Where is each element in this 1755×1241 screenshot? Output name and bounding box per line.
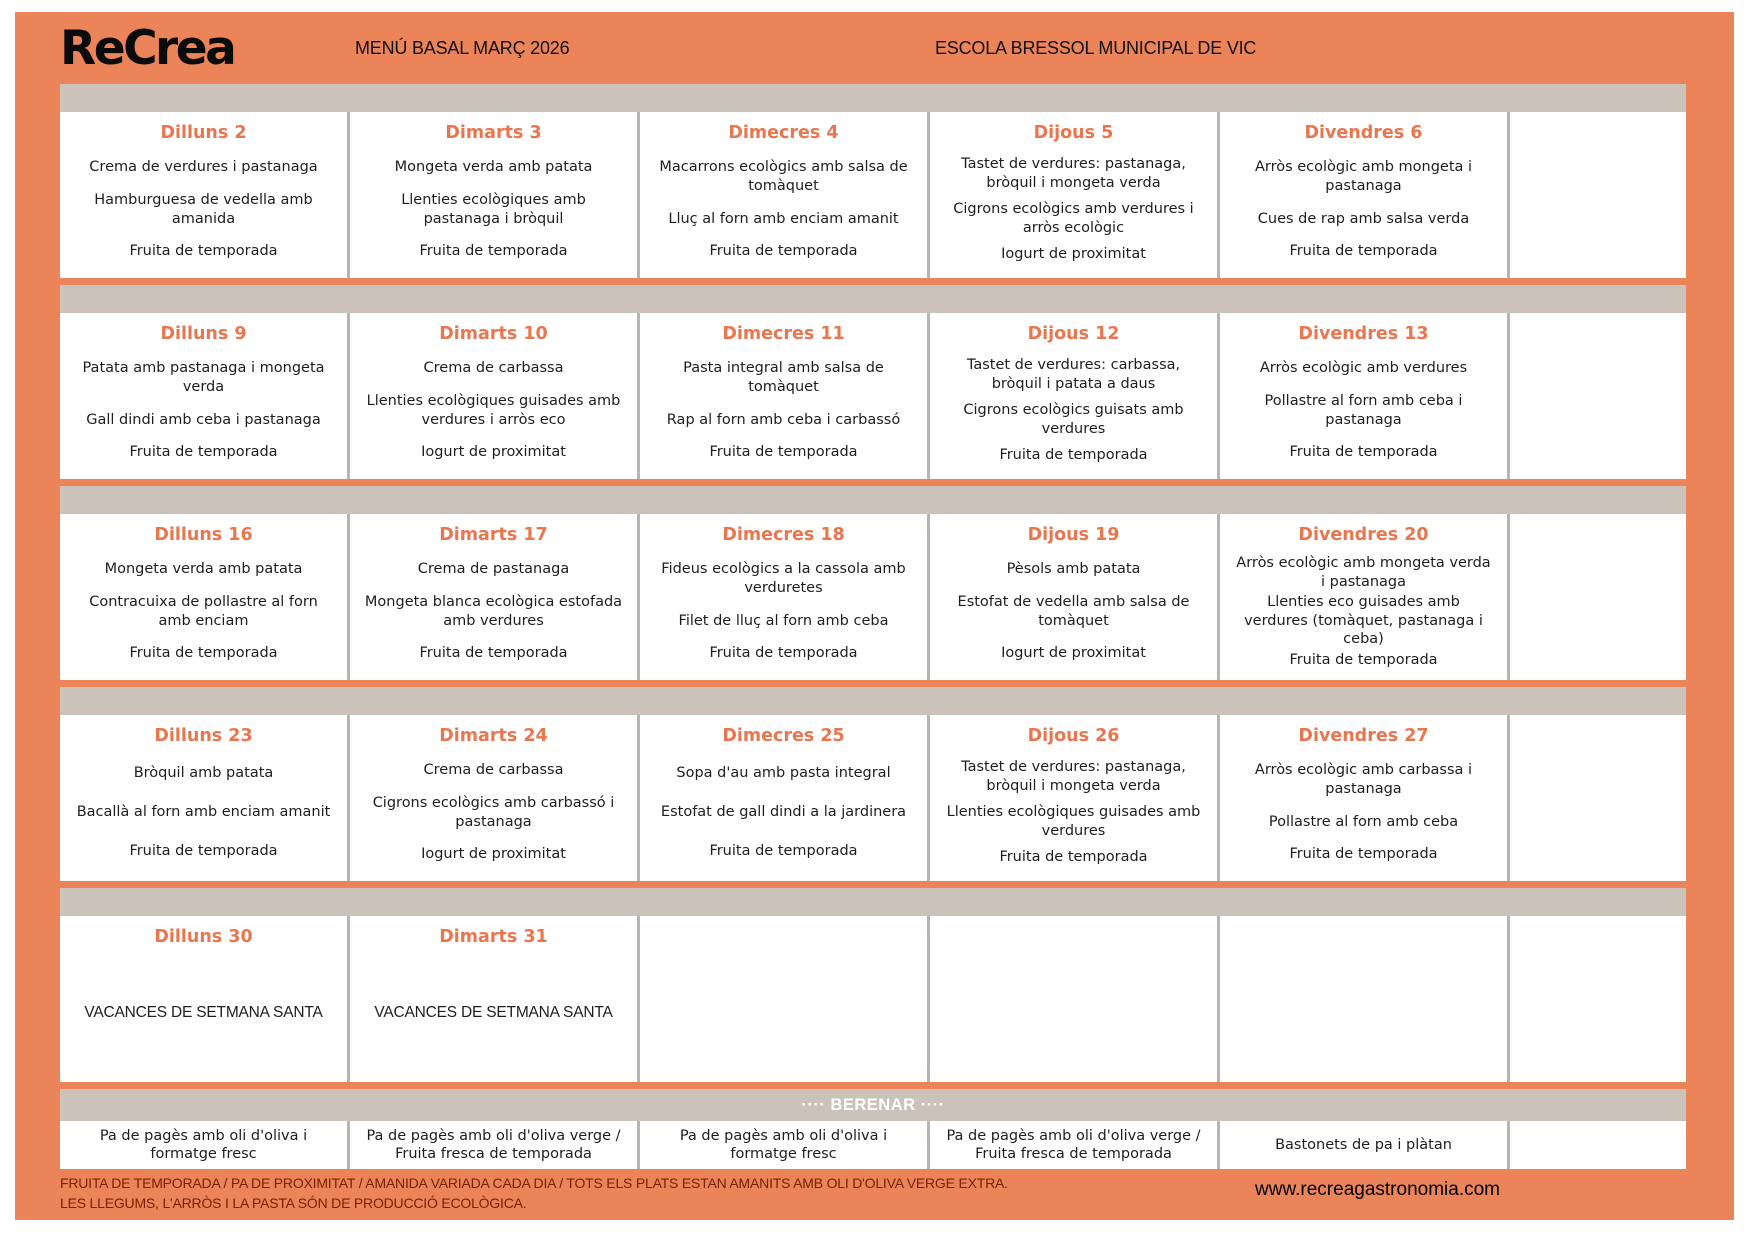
menu-item: Cigrons ecològics amb verdures i arròs ecològic [953,201,1194,236]
day-header: Dimecres 18 [722,525,845,545]
menu-item: Tastet de verdures: carbassa, bròquil i patata a daus [966,356,1181,392]
menu-cell-friday [1220,112,1510,278]
menu-item: Estofat de vedella amb salsa de tomàquet [957,593,1190,629]
menu-item: Fruita de temporada [419,243,568,260]
empty-cell [1510,313,1686,479]
day-header: Dijous 26 [1027,726,1120,746]
menu-item: Macarrons ecològics amb salsa de tomàquet [659,158,908,194]
menu-cell-tuesday [350,112,640,278]
berenar-cell-tuesday [350,1121,640,1169]
menu-item: Iogurt de proximitat [1001,645,1146,662]
menu-item: Pèsols amb patata [1006,560,1141,577]
week-row-5 [60,916,1686,1082]
menu-cell-wednesday [640,514,930,680]
berenar-cell-monday [60,1121,350,1169]
menu-item: Llenties eco guisades amb verdures (tomàquet, pastanaga i ceba) [1244,593,1483,648]
menu-title: MENÚ BASAL MARÇ 2026 [355,37,570,58]
menu-item: Tastet de verdures: pastanaga, bròquil i mongeta verda [961,155,1186,191]
berenar-cell-thursday [930,1121,1220,1169]
menu-cell-wednesday [640,112,930,278]
week-row-2 [60,313,1686,479]
week-row-4 [60,715,1686,881]
berenar-title: ···· BERENAR ···· [801,1095,945,1114]
day-header [640,916,927,953]
menu-cell-thursday [930,112,1220,278]
separator-band [60,285,1686,313]
menu-item: Cues de rap amb salsa verda [1257,210,1470,227]
berenar-cell-wednesday [640,1121,930,1169]
separator-band [60,84,1686,112]
day-header: Dimecres 25 [722,726,845,746]
menu-item: Cigrons ecològics amb carbassó i pastanaga [372,794,615,830]
empty-cell [1510,715,1686,881]
day-header: Divendres 20 [1298,525,1429,545]
empty-cell [1510,1121,1686,1169]
menu-item: Llenties ecològiques guisades amb verdures i arròs eco [366,392,621,428]
berenar-item: Pa de pagès amb oli d'oliva i formatge fresc [679,1127,888,1162]
menu-item: Estofat de gall dindi a la jardinera [660,804,907,821]
menu-cell-tuesday [350,313,640,479]
menu-item: Llenties ecològiques amb pastanaga i bròquil [401,191,586,227]
holiday-note: VACANCES DE SETMANA SANTA [84,1004,323,1022]
menu-panel [15,12,1734,1220]
menu-item: Iogurt de proximitat [421,846,566,863]
day-header: Dimarts 10 [439,324,548,344]
menu-item: Llenties ecològiques guisades amb verdures [946,804,1201,839]
menu-cell-friday [1220,313,1510,479]
menu-item: Fruita de temporada [129,444,278,461]
menu-item: Cigrons ecològics guisats amb verdures [963,402,1184,437]
separator-band [60,687,1686,715]
menu-cell-monday [60,313,350,479]
menu-item: Iogurt de proximitat [421,444,566,461]
footer-note-line2: LES LLEGUMS, L'ARRÒS I LA PASTA SÓN DE PRODUCCIÓ ECOLÒGICA. [60,1195,527,1211]
menu-item: Gall dindi amb ceba i pastanaga [86,411,321,428]
menu-item: Fruita de temporada [1289,444,1438,461]
menu-item: Iogurt de proximitat [1001,246,1146,263]
day-header: Divendres 6 [1304,123,1423,143]
day-header: Dilluns 2 [160,123,247,143]
recrea-logo: ReCrea [60,20,235,76]
menu-item: Pasta integral amb salsa de tomàquet [683,359,884,395]
menu-cell-tuesday [350,715,640,881]
menu-item: Fruita de temporada [709,843,858,860]
menu-cell-monday [60,916,350,1082]
day-header: Dimecres 4 [728,123,839,143]
menu-item: Fruita de temporada [709,645,858,662]
day-header: Dilluns 30 [154,927,253,947]
menu-cell-thursday [930,916,1220,1082]
menu-item: Fruita de temporada [709,243,858,260]
menu-item: Fideus ecològics a la cassola amb verduretes [661,560,906,596]
header [60,12,1686,84]
menu-cell-friday [1220,715,1510,881]
menu-item: Crema de carbassa [423,761,564,778]
school-name: ESCOLA BRESSOL MUNICIPAL DE VIC [935,37,1257,58]
menu-item: Arròs ecològic amb carbassa i pastanaga [1254,761,1473,797]
menu-item: Fruita de temporada [1289,846,1438,863]
day-header: Dimecres 11 [722,324,845,344]
menu-cell-thursday [930,715,1220,881]
menu-item: Sopa d'au amb pasta integral [676,765,891,782]
menu-item: Fruita de temporada [129,843,278,860]
menu-item: Bròquil amb patata [133,765,274,782]
website-link[interactable]: www.recreagastronomia.com [1255,1179,1500,1200]
day-header: Dilluns 23 [154,726,253,746]
day-header: Dijous 5 [1033,123,1114,143]
menu-item: Lluç al forn amb enciam amanit [668,210,899,227]
menu-item: Fruita de temporada [129,243,278,260]
day-header: Dimarts 17 [439,525,548,545]
menu-item: Tastet de verdures: pastanaga, bròquil i mongeta verda [961,758,1186,794]
menu-item: Filet de lluç al forn amb ceba [678,612,889,629]
empty-cell [1510,916,1686,1082]
empty-cell [1510,514,1686,680]
day-header: Dimarts 3 [445,123,542,143]
menu-cell-wednesday [640,916,930,1082]
week-row-3 [60,514,1686,680]
berenar-item: Bastonets de pa i plàtan [1275,1136,1452,1153]
menu-item: Fruita de temporada [1289,243,1438,260]
menu-item: Crema de carbassa [423,359,564,376]
menu-cell-wednesday [640,313,930,479]
footer-note-line1: FRUITA DE TEMPORADA / PA DE PROXIMITAT / AMANIDA VARIADA CADA DIA / TOTS ELS PLATS ESTAN AMANITS AMB OLI D'OLIVA VERGE EXTRA. [60,1175,1008,1191]
day-header: Dilluns 16 [154,525,253,545]
menu-item: Crema de verdures i pastanaga [89,158,318,175]
separator-band [60,486,1686,514]
holiday-note: VACANCES DE SETMANA SANTA [374,1004,613,1022]
menu-item: Pollastre al forn amb ceba i pastanaga [1264,392,1463,428]
menu-cell-friday [1220,514,1510,680]
menu-cell-monday [60,514,350,680]
day-header: Dimarts 24 [439,726,548,746]
day-header: Dimarts 31 [439,927,548,947]
berenar-cell-friday [1220,1121,1510,1169]
menu-cell-monday [60,715,350,881]
menu-cell-tuesday [350,916,640,1082]
menu-item: Fruita de temporada [1289,651,1438,668]
menu-cell-monday [60,112,350,278]
menu-item: Pollastre al forn amb ceba [1268,813,1459,830]
menu-item: Bacallà al forn amb enciam amanit [76,804,331,821]
menu-item: Arròs ecològic amb verdures [1259,359,1468,376]
menu-item: Mongeta verda amb patata [104,560,303,577]
menu-item: Patata amb pastanaga i mongeta verda [82,359,325,395]
day-header: Dijous 19 [1027,525,1120,545]
berenar-item: Pa de pagès amb oli d'oliva verge / Fruita fresca de temporada [946,1127,1201,1162]
day-header: Divendres 27 [1298,726,1429,746]
menu-item: Fruita de temporada [129,645,278,662]
menu-item: Mongeta verda amb patata [394,158,593,175]
berenar-item: Pa de pagès amb oli d'oliva verge / Fruita fresca de temporada [366,1127,621,1162]
menu-cell-thursday [930,313,1220,479]
footer [60,1169,1686,1220]
menu-item: Fruita de temporada [999,849,1148,866]
menu-item: Fruita de temporada [419,645,568,662]
menu-cell-tuesday [350,514,640,680]
menu-item: Fruita de temporada [709,444,858,461]
day-header [930,916,1217,953]
menu-item: Arròs ecològic amb mongeta i pastanaga [1254,158,1473,194]
berenar-row [60,1121,1686,1169]
separator-band [60,888,1686,916]
menu-item: Rap al forn amb ceba i carbassó [666,411,901,428]
menu-item: Mongeta blanca ecològica estofada amb verdures [364,593,623,629]
menu-item: Crema de pastanaga [417,560,570,577]
week-row-1 [60,112,1686,278]
berenar-band [60,1089,1686,1121]
berenar-item: Pa de pagès amb oli d'oliva i formatge fresc [99,1127,308,1162]
menu-item: Fruita de temporada [999,447,1148,464]
day-header: Divendres 13 [1298,324,1429,344]
day-header: Dilluns 9 [160,324,247,344]
menu-item: Arròs ecològic amb mongeta verda i pastanaga [1236,554,1491,590]
menu-item: Contracuixa de pollastre al forn amb enciam [89,593,318,629]
day-header [1220,916,1507,953]
day-header: Dijous 12 [1027,324,1120,344]
menu-item: Hamburguesa de vedella amb amanida [94,191,313,227]
menu-cell-friday [1220,916,1510,1082]
menu-cell-thursday [930,514,1220,680]
empty-cell [1510,112,1686,278]
menu-cell-wednesday [640,715,930,881]
